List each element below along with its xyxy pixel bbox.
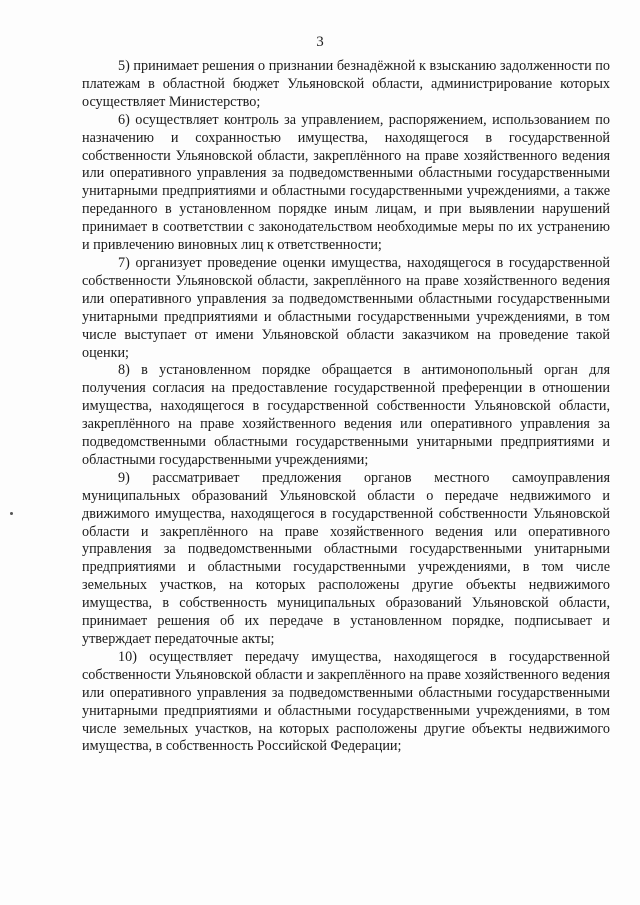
scan-speck — [10, 512, 13, 515]
document-body — [82, 58, 610, 756]
paragraph-item-5: 5) принимает решения о признании безнадёжной к взысканию задолженности по платежам в областной бюджет Ульяновской области, администрирование которых осуществляет Министерство; — [82, 58, 610, 110]
page-number: 3 — [316, 34, 324, 50]
paragraph-item-10: 10) осуществляет передачу имущества, находящегося в государственной собственности Ульяновской области и закреплённого на праве хозяйственного ведения или оперативного управления за подведомственными областными государственными унитарными предприятиями и областными государственными учреждениями, в том числе земельных участков, на которых расположены другие объекты недвижимого имущества, в собственность Российской Федерации; — [82, 648, 610, 755]
paragraph-item-6: 6) осуществляет контроль за управлением, распоряжением, использованием по назначению и сохранностью имущества, находящегося в государственной собственности Ульяновской области, закреплённого на праве хозяйственного ведения или оперативного управления за подведомственными областными государственными унитарными предприятиями и областными государственными учреждениями, а также переданного в установленном порядке иным лицам, и при выявлении нарушений принимает в соответствии с законодательством необходимые меры по их устранению и привлечению виновных лиц к ответственности; — [82, 111, 610, 254]
paragraph-item-8: 8) в установленном порядке обращается в антимонопольный орган для получения согласия на предоставление государственной преференции в отношении имущества, находящегося в государственной собственности Ульяновской области, закреплённого на праве хозяйственного ведения или оперативного управления за подведомственными областными государственными унитарными предприятиями и областными государственными учреждениями; — [82, 362, 610, 468]
paragraph-item-9: 9) рассматривает предложения органов местного самоуправления муниципальных образований Ульяновской области о передаче недвижимого и движимого имущества, находящегося в государственной собственности Ульяновской области и закреплённого на праве хозяйственного ведения или оперативного управления за подведомственными областными государственными унитарными предприятиями и областными государственными учреждениями, в том числе земельных участков, на которых расположены другие объекты недвижимого имущества, в собственность муниципальных образований Ульяновской области, принимает решения об их передаче в установленном порядке, подписывает и утверждает передаточные акты; — [82, 469, 610, 647]
paragraph-item-7: 7) организует проведение оценки имущества, находящегося в государственной собственности Ульяновской области, закреплённого на праве хозяйственного ведения или оперативного управления за подведомственными областными государственными унитарными предприятиями и областными государственными учреждениями, в том числе выступает от имени Ульяновской области заказчиком на проведение такой оценки; — [82, 254, 610, 361]
